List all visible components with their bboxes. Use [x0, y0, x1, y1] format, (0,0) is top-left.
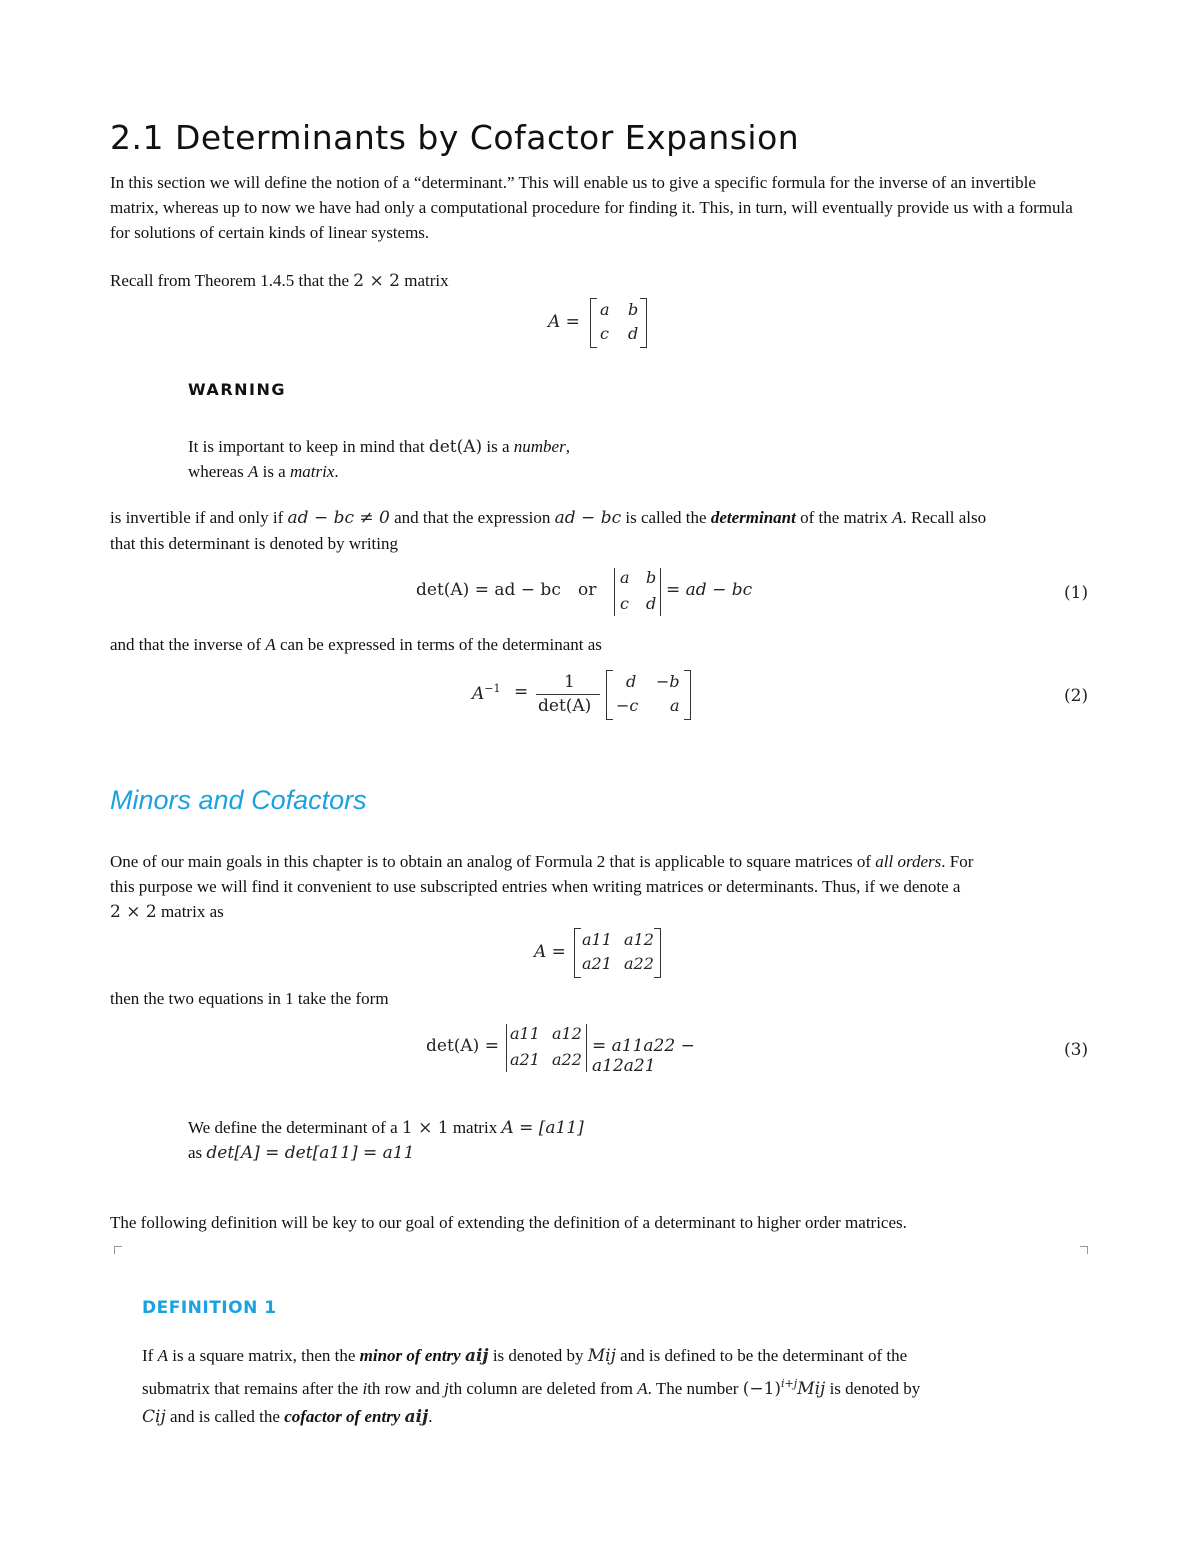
- section-title-minors-cofactors: Minors and Cofactors: [110, 785, 367, 815]
- matrix-cell: b: [628, 300, 639, 319]
- definition-body: [142, 1342, 1062, 1431]
- corner-mark-left: [114, 1246, 122, 1254]
- def-text: th column are deleted from: [448, 1379, 638, 1398]
- note-line-1: [188, 1115, 584, 1141]
- def-math: aij: [464, 1346, 489, 1366]
- invertible-text: is called the: [621, 508, 711, 527]
- determinant-bar: [614, 568, 615, 616]
- para-dim: 2 × 2: [110, 902, 157, 922]
- note-text: matrix: [448, 1118, 502, 1137]
- inverse-var: A: [265, 635, 276, 654]
- matrix-cell: a11: [510, 1024, 540, 1043]
- left-bracket: [606, 670, 613, 720]
- matrix-a-display: [548, 296, 658, 350]
- eq1-rhs: = ad − bc: [666, 580, 753, 600]
- determinant-bar: [506, 1024, 507, 1072]
- invertible-text: and that the expression: [389, 508, 555, 527]
- matrix-cell: a12: [552, 1024, 582, 1043]
- def-text: is denoted by: [488, 1346, 588, 1365]
- def-math: aij: [404, 1407, 429, 1427]
- warning-text: is a: [482, 437, 514, 456]
- note-math: det[A] = det[a11] = a11: [206, 1143, 415, 1163]
- eq2-lhs: [472, 682, 501, 704]
- left-bracket: [574, 928, 581, 978]
- para-emphasis: all orders: [875, 852, 942, 871]
- warning-text: ,: [565, 437, 570, 456]
- note-text: We define the determinant of a: [188, 1118, 402, 1137]
- warning-text: is a: [258, 462, 290, 481]
- matrix-cell: d: [646, 594, 657, 613]
- def-text: th row and: [367, 1379, 445, 1398]
- def-text: is denoted by: [825, 1379, 921, 1398]
- two-equations-text: then the two equations in 1 take the form: [110, 989, 389, 1008]
- invertible-paragraph: [110, 505, 1090, 556]
- invertible-text: of the matrix: [795, 508, 893, 527]
- recall-text-after: matrix: [399, 271, 449, 290]
- def-text: and is called the: [165, 1407, 285, 1426]
- matrix-cell: a22: [552, 1050, 582, 1069]
- def-math: Cij: [142, 1407, 166, 1427]
- warning-emphasis: matrix: [289, 462, 335, 481]
- right-bracket: [640, 298, 647, 348]
- eq2-denominator: det(A): [538, 696, 592, 716]
- warning-line-2: [188, 459, 339, 484]
- matrix-cell: b: [646, 568, 657, 587]
- equation-number-1: (1): [1064, 583, 1089, 603]
- invertible-math: ad − bc: [554, 508, 622, 528]
- def-term: minor of entry: [359, 1346, 465, 1365]
- matrix-a2-lhs: A =: [534, 942, 566, 962]
- page-title: 2.1 Determinants by Cofactor Expansion: [110, 118, 800, 157]
- left-bracket: [590, 298, 597, 348]
- matrix-a-lhs: A =: [548, 312, 580, 332]
- para-text: . For: [941, 852, 974, 871]
- invertible-text: that this determinant is denoted by writing: [110, 534, 399, 553]
- note-math: A = [a11]: [501, 1118, 584, 1138]
- note-line-2: [188, 1140, 414, 1166]
- matrix-cell: a22: [624, 954, 654, 973]
- eq3-rhs: = a11a22 − a12a21: [592, 1036, 695, 1076]
- matrix-cell: −c: [616, 696, 639, 715]
- def-math: (−1): [742, 1379, 782, 1399]
- intro-paragraph: In this section we will define the notion of a “determinant.” This will enable us to give a specific formula for the inverse of an invertible matrix, whereas up to now we have had only a computational procedure for finding it. This, in turn, will eventually provide us with a formula for solutions of certain kinds of linear systems.: [110, 173, 1073, 242]
- matrix-cell: c: [600, 324, 609, 343]
- eq3-lhs: det(A) =: [426, 1036, 499, 1056]
- matrix-cell: d: [628, 324, 639, 343]
- eq2-lhs-var: A: [472, 684, 485, 704]
- matrix-cell: a21: [582, 954, 612, 973]
- recall-text-before: Recall from Theorem 1.4.5 that the: [110, 271, 354, 290]
- matrix-cell: a11: [582, 930, 612, 949]
- def-text: If: [142, 1346, 158, 1365]
- following-text: The following definition will be key to our goal of extending the definition of a determinant to higher order matrices.: [110, 1213, 907, 1232]
- determinant-bar: [660, 568, 661, 616]
- equation-number-3: (3): [1064, 1040, 1089, 1060]
- definition-label: DEFINITION 1: [142, 1298, 277, 1318]
- inverse-text-part: and that the inverse of: [110, 635, 266, 654]
- right-bracket: [654, 928, 661, 978]
- def-text: and is defined to be the determinant of the: [615, 1346, 908, 1365]
- warning-text: It is important to keep in mind that: [188, 437, 429, 456]
- def-math: Mij: [797, 1379, 826, 1399]
- warning-var: A: [247, 462, 259, 481]
- def-text: .: [428, 1407, 433, 1426]
- invertible-text: is invertible if and only if: [110, 508, 288, 527]
- warning-line-1: [188, 434, 570, 460]
- eq2-lhs-sup: −1: [484, 682, 501, 695]
- invertible-math: ad − bc ≠ 0: [287, 508, 390, 528]
- matrix-cell: a12: [624, 930, 654, 949]
- note-text: as: [188, 1143, 207, 1162]
- def-math-sup: i+j: [781, 1377, 798, 1390]
- fraction-bar: [536, 694, 600, 695]
- right-bracket: [684, 670, 691, 720]
- equation-1: [416, 566, 776, 618]
- corner-mark-right: [1080, 1246, 1088, 1254]
- invertible-text: . Recall also: [902, 508, 987, 527]
- eq1-lhs: det(A) = ad − bc: [416, 580, 561, 600]
- determinant-term: determinant: [710, 508, 796, 527]
- para-text: this purpose we will find it convenient to use subscripted entries when writing matrices or determinants. Thus, if we denote a: [110, 877, 961, 896]
- eq2-numerator: 1: [564, 672, 575, 692]
- para-text: matrix as: [156, 902, 224, 921]
- def-text: submatrix that remains after the: [142, 1379, 363, 1398]
- invertible-var: A: [892, 508, 903, 527]
- note-math: 1 × 1: [401, 1118, 449, 1138]
- def-term: cofactor of entry: [284, 1407, 405, 1426]
- warning-math: det(A): [428, 437, 483, 457]
- matrix-cell: a: [670, 696, 680, 715]
- warning-text: .: [334, 462, 339, 481]
- matrix-cell: d: [626, 672, 637, 691]
- recall-dim: 2 × 2: [353, 271, 400, 291]
- recall-line: [110, 268, 449, 294]
- inverse-text: [110, 632, 602, 657]
- def-math: Mij: [587, 1346, 616, 1366]
- def-var: A: [157, 1346, 168, 1365]
- def-var: i: [362, 1379, 368, 1398]
- matrix-cell: a: [620, 568, 630, 587]
- warning-text: whereas: [188, 462, 248, 481]
- inverse-text-part: can be expressed in terms of the determinant as: [275, 635, 602, 654]
- def-text: is a square matrix, then the: [167, 1346, 360, 1365]
- equation-3: [426, 1022, 756, 1076]
- eq2-equals: =: [514, 682, 529, 702]
- warning-emphasis: number: [513, 437, 566, 456]
- warning-label: WARNING: [188, 380, 286, 399]
- eq1-or: or: [578, 580, 597, 600]
- matrix-cell: a21: [510, 1050, 540, 1069]
- determinant-bar: [586, 1024, 587, 1072]
- para-text: One of our main goals in this chapter is to obtain an analog of Formula 2 that is applicable to square matrices of: [110, 852, 876, 871]
- def-var: A: [637, 1379, 648, 1398]
- def-var: j: [444, 1379, 449, 1398]
- minors-paragraph: [110, 849, 1090, 925]
- def-text: . The number: [647, 1379, 743, 1398]
- equation-number-2: (2): [1064, 686, 1089, 706]
- matrix-cell: a: [600, 300, 610, 319]
- equation-2: [472, 668, 702, 724]
- matrix-cell: c: [620, 594, 629, 613]
- matrix-cell: −b: [656, 672, 680, 691]
- matrix-a-subscripted: [534, 926, 674, 980]
